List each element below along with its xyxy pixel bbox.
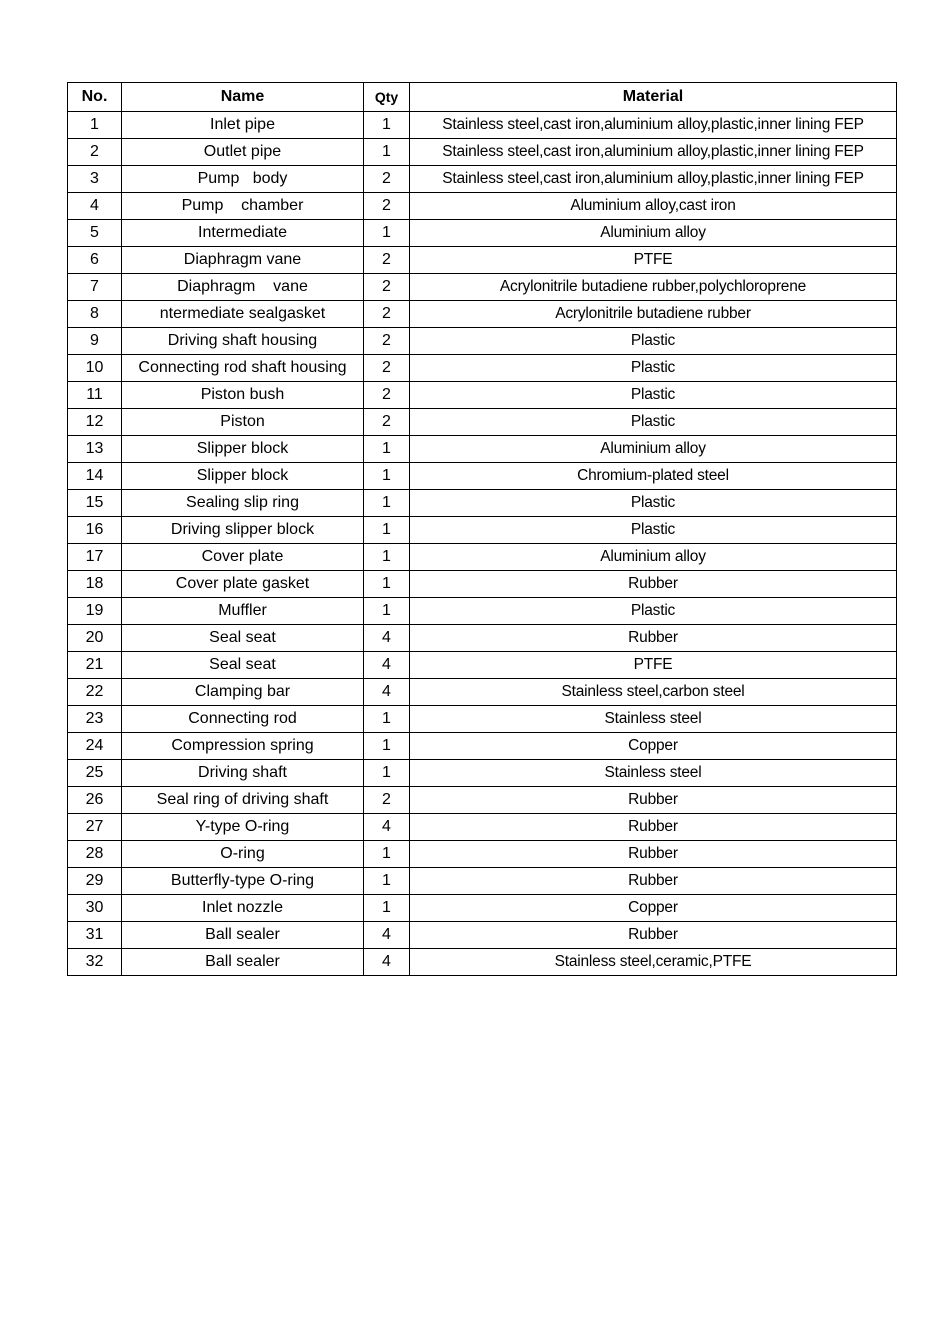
parts-table-header	[68, 83, 897, 112]
cell-no: 14	[68, 463, 122, 490]
cell-qty: 1	[364, 436, 410, 463]
cell-material: PTFE	[410, 652, 897, 679]
cell-material: Stainless steel,carbon steel	[410, 679, 897, 706]
table-row	[68, 139, 897, 166]
cell-no: 17	[68, 544, 122, 571]
cell-name: Y-type O-ring	[122, 814, 364, 841]
cell-material: Aluminium alloy,cast iron	[410, 193, 897, 220]
cell-no: 21	[68, 652, 122, 679]
table-row	[68, 193, 897, 220]
cell-qty: 2	[364, 787, 410, 814]
cell-material: Rubber	[410, 625, 897, 652]
table-row	[68, 436, 897, 463]
cell-no: 23	[68, 706, 122, 733]
cell-no: 30	[68, 895, 122, 922]
cell-material: Rubber	[410, 922, 897, 949]
cell-material: Chromium-plated steel	[410, 463, 897, 490]
cell-no: 7	[68, 274, 122, 301]
cell-material: Rubber	[410, 814, 897, 841]
cell-material: Stainless steel,cast iron,aluminium alloy,plastic,inner lining FEP	[410, 166, 897, 193]
header-no: No.	[68, 83, 122, 112]
cell-name: Diaphragm vane	[122, 274, 364, 301]
cell-name: Inlet nozzle	[122, 895, 364, 922]
table-row	[68, 895, 897, 922]
table-row	[68, 220, 897, 247]
cell-qty: 1	[364, 139, 410, 166]
cell-qty: 1	[364, 490, 410, 517]
cell-name: Seal seat	[122, 652, 364, 679]
cell-name: Clamping bar	[122, 679, 364, 706]
table-row	[68, 625, 897, 652]
cell-name: Ball sealer	[122, 922, 364, 949]
cell-qty: 4	[364, 679, 410, 706]
cell-name: Piston	[122, 409, 364, 436]
cell-qty: 2	[364, 382, 410, 409]
cell-no: 15	[68, 490, 122, 517]
cell-no: 6	[68, 247, 122, 274]
cell-no: 4	[68, 193, 122, 220]
cell-no: 31	[68, 922, 122, 949]
cell-material: PTFE	[410, 247, 897, 274]
table-row	[68, 571, 897, 598]
cell-no: 25	[68, 760, 122, 787]
cell-qty: 2	[364, 328, 410, 355]
cell-name: Pump body	[122, 166, 364, 193]
table-row	[68, 463, 897, 490]
cell-name: Piston bush	[122, 382, 364, 409]
cell-name: Seal seat	[122, 625, 364, 652]
cell-qty: 2	[364, 247, 410, 274]
table-row	[68, 841, 897, 868]
table-row	[68, 598, 897, 625]
cell-qty: 4	[364, 814, 410, 841]
cell-no: 18	[68, 571, 122, 598]
cell-name: Muffler	[122, 598, 364, 625]
cell-no: 28	[68, 841, 122, 868]
header-material: Material	[410, 83, 897, 112]
cell-name: Outlet pipe	[122, 139, 364, 166]
cell-name: Diaphragm vane	[122, 247, 364, 274]
cell-material: Rubber	[410, 841, 897, 868]
cell-name: Sealing slip ring	[122, 490, 364, 517]
cell-qty: 1	[364, 733, 410, 760]
table-row	[68, 679, 897, 706]
cell-qty: 2	[364, 193, 410, 220]
header-qty: Qty	[364, 83, 410, 112]
cell-no: 12	[68, 409, 122, 436]
cell-no: 19	[68, 598, 122, 625]
cell-qty: 1	[364, 544, 410, 571]
cell-qty: 1	[364, 841, 410, 868]
cell-qty: 1	[364, 112, 410, 139]
cell-material: Copper	[410, 895, 897, 922]
cell-no: 29	[68, 868, 122, 895]
cell-qty: 2	[364, 355, 410, 382]
header-row	[68, 83, 897, 112]
cell-name: Cover plate	[122, 544, 364, 571]
table-row	[68, 949, 897, 976]
cell-name: Ball sealer	[122, 949, 364, 976]
table-row	[68, 922, 897, 949]
parts-table	[67, 82, 897, 976]
table-row	[68, 274, 897, 301]
cell-qty: 1	[364, 760, 410, 787]
cell-material: Plastic	[410, 517, 897, 544]
table-row	[68, 544, 897, 571]
cell-no: 20	[68, 625, 122, 652]
cell-material: Stainless steel	[410, 760, 897, 787]
cell-qty: 1	[364, 463, 410, 490]
table-row	[68, 490, 897, 517]
cell-material: Rubber	[410, 868, 897, 895]
table-row	[68, 247, 897, 274]
table-row	[68, 787, 897, 814]
cell-name: Driving shaft housing	[122, 328, 364, 355]
cell-material: Aluminium alloy	[410, 544, 897, 571]
table-row	[68, 814, 897, 841]
cell-name: Driving slipper block	[122, 517, 364, 544]
header-name: Name	[122, 83, 364, 112]
parts-table-body	[68, 112, 897, 976]
table-row	[68, 760, 897, 787]
cell-qty: 2	[364, 301, 410, 328]
table-row	[68, 301, 897, 328]
cell-no: 24	[68, 733, 122, 760]
cell-name: O-ring	[122, 841, 364, 868]
cell-material: Rubber	[410, 787, 897, 814]
cell-qty: 4	[364, 922, 410, 949]
cell-qty: 2	[364, 274, 410, 301]
cell-material: Aluminium alloy	[410, 436, 897, 463]
cell-name: Cover plate gasket	[122, 571, 364, 598]
cell-no: 10	[68, 355, 122, 382]
cell-material: Aluminium alloy	[410, 220, 897, 247]
table-row	[68, 868, 897, 895]
cell-name: Slipper block	[122, 463, 364, 490]
cell-qty: 2	[364, 166, 410, 193]
cell-no: 16	[68, 517, 122, 544]
cell-qty: 1	[364, 706, 410, 733]
cell-name: Connecting rod	[122, 706, 364, 733]
cell-qty: 1	[364, 868, 410, 895]
table-row	[68, 355, 897, 382]
cell-material: Stainless steel,cast iron,aluminium alloy,plastic,inner lining FEP	[410, 112, 897, 139]
cell-name: Connecting rod shaft housing	[122, 355, 364, 382]
cell-material: Acrylonitrile butadiene rubber	[410, 301, 897, 328]
cell-no: 22	[68, 679, 122, 706]
cell-material: Plastic	[410, 598, 897, 625]
cell-qty: 2	[364, 409, 410, 436]
cell-name: Intermediate	[122, 220, 364, 247]
cell-material: Copper	[410, 733, 897, 760]
cell-name: Driving shaft	[122, 760, 364, 787]
cell-no: 2	[68, 139, 122, 166]
table-row	[68, 517, 897, 544]
cell-qty: 4	[364, 949, 410, 976]
cell-material: Rubber	[410, 571, 897, 598]
cell-material: Plastic	[410, 382, 897, 409]
cell-qty: 1	[364, 571, 410, 598]
cell-material: Acrylonitrile butadiene rubber,polychloroprene	[410, 274, 897, 301]
cell-material: Stainless steel,ceramic,PTFE	[410, 949, 897, 976]
cell-no: 26	[68, 787, 122, 814]
table-row	[68, 733, 897, 760]
cell-qty: 1	[364, 598, 410, 625]
cell-name: Butterfly-type O-ring	[122, 868, 364, 895]
cell-name: Slipper block	[122, 436, 364, 463]
cell-name: Seal ring of driving shaft	[122, 787, 364, 814]
cell-name: Pump chamber	[122, 193, 364, 220]
cell-no: 13	[68, 436, 122, 463]
cell-no: 5	[68, 220, 122, 247]
cell-name: Compression spring	[122, 733, 364, 760]
cell-material: Plastic	[410, 490, 897, 517]
table-row	[68, 166, 897, 193]
cell-no: 8	[68, 301, 122, 328]
cell-qty: 4	[364, 652, 410, 679]
cell-material: Plastic	[410, 409, 897, 436]
cell-material: Plastic	[410, 328, 897, 355]
cell-qty: 4	[364, 625, 410, 652]
cell-qty: 1	[364, 220, 410, 247]
cell-no: 1	[68, 112, 122, 139]
cell-no: 3	[68, 166, 122, 193]
cell-no: 27	[68, 814, 122, 841]
cell-material: Plastic	[410, 355, 897, 382]
cell-no: 11	[68, 382, 122, 409]
cell-material: Stainless steel	[410, 706, 897, 733]
cell-qty: 1	[364, 517, 410, 544]
cell-name: Inlet pipe	[122, 112, 364, 139]
table-row	[68, 409, 897, 436]
table-row	[68, 382, 897, 409]
table-row	[68, 652, 897, 679]
cell-material: Stainless steel,cast iron,aluminium alloy,plastic,inner lining FEP	[410, 139, 897, 166]
cell-no: 9	[68, 328, 122, 355]
table-row	[68, 328, 897, 355]
table-row	[68, 112, 897, 139]
cell-no: 32	[68, 949, 122, 976]
table-row	[68, 706, 897, 733]
cell-name: ntermediate sealgasket	[122, 301, 364, 328]
cell-qty: 1	[364, 895, 410, 922]
